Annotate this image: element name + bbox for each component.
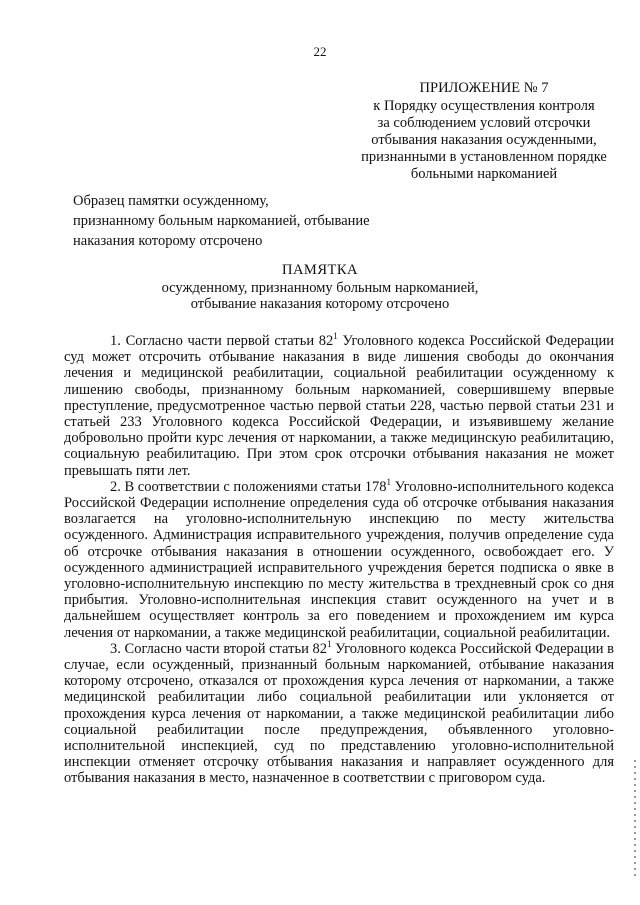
appendix-line: больными наркоманией: [410, 166, 558, 182]
superscript: 1: [386, 477, 391, 487]
appendix-title: ПРИЛОЖЕНИЕ № 7: [419, 80, 549, 96]
memo-body: [64, 333, 614, 787]
sample-note: [73, 191, 473, 251]
scan-edge-mark: [634, 760, 636, 880]
appendix-line: отбывания наказания осужденными,: [371, 132, 597, 148]
paragraph-text: 3. Согласно части второй статьи 82: [110, 640, 327, 657]
paragraph-text: Уголовного кодекса Российской Федерации в случае, если осужденный, признанный больным наркоманией, отбывание наказания которому отсрочено, отказался от прохождения курса лечения от наркомании, а также медицинской реабилитации либо социальной реабилитации или уклоняется от прохождения курса лечения от наркомании, а также медицинской реабилитации либо социальной реабилитации после предупреждения, объявленного уголовно-исполнительной инспекцией, суд по представлению уголовно-исполнительной инспекции отменяет отсрочку отбывания наказания и направляет осужденного для отбывания наказания в место, назначенное в соответствии с приговором суда.: [64, 640, 614, 787]
paragraph-1: [64, 333, 614, 479]
memo-heading: [0, 262, 640, 312]
appendix-block: [340, 80, 628, 183]
sample-note-line: Образец памятки осужденному,: [73, 193, 269, 209]
paragraph-text: Уголовного кодекса Российской Федерации суд может отсрочить отбывание наказания в виде лишения свободы до окончания лечения и медицинской реабилитации, социальной реабилитации осужденному к лишению свободы, признанному больным наркоманией, совершившему впервые преступление, предусмотренное частью первой статьи 228, частью первой статьи 231 и статьей 233 Уголовного кодекса Российской Федерации, и изъявившему желание добровольно пройти курс лечения от наркомании, а также медицинскую реабилитацию, социальную реабилитацию. При этом срок отсрочки отбывания наказания не может превышать пяти лет.: [64, 333, 614, 479]
memo-subtitle-line: отбывание наказания которому отсрочено: [190, 296, 450, 312]
sample-note-line: признанному больным наркоманией, отбывание: [73, 213, 370, 229]
appendix-line: к Порядку осуществления контроля: [373, 98, 595, 114]
paragraph-text: 2. В соответствии с положениями статьи 178: [110, 478, 387, 495]
memo-subtitle-line: осужденному, признанному больным наркоманией,: [161, 280, 479, 296]
paragraph-text: 1. Согласно части первой статьи 82: [110, 333, 334, 349]
superscript: 1: [326, 639, 332, 650]
paragraph-text: Уголовно-исполнительного кодекса Российской Федерации исполнение определения суда об отсрочке отбывания наказания возлагается на уголовно-исполнительную инспекцию по месту жительства осужденного. Администрация исправительного учреждения, получив определение суда об отсрочке отбывания наказания в отношении осужденного, освобождает его. У осужденного администрацией исправительного учреждения берется подписка о явке в уголовно-исполнительную инспекцию по месту жительства в трехдневный срок со дня прибытия. Уголовно-исполнительная инспекция ставит осужденного на учет и в дальнейшем осуществляет контроль за его поведением и прохождением им курса лечения от наркомании, а также медицинской реабилитации, социальной реабилитации.: [64, 478, 614, 641]
superscript: 1: [333, 331, 338, 342]
paragraph-3: [64, 641, 614, 787]
appendix-line: признанными в установленном порядке: [361, 149, 607, 165]
page-number: 22: [313, 44, 327, 59]
paragraph-2: [64, 479, 614, 641]
memo-title: ПАМЯТКА: [281, 262, 358, 278]
appendix-line: за соблюдением условий отсрочки: [377, 115, 591, 131]
sample-note-line: наказания которому отсрочено: [73, 233, 263, 249]
